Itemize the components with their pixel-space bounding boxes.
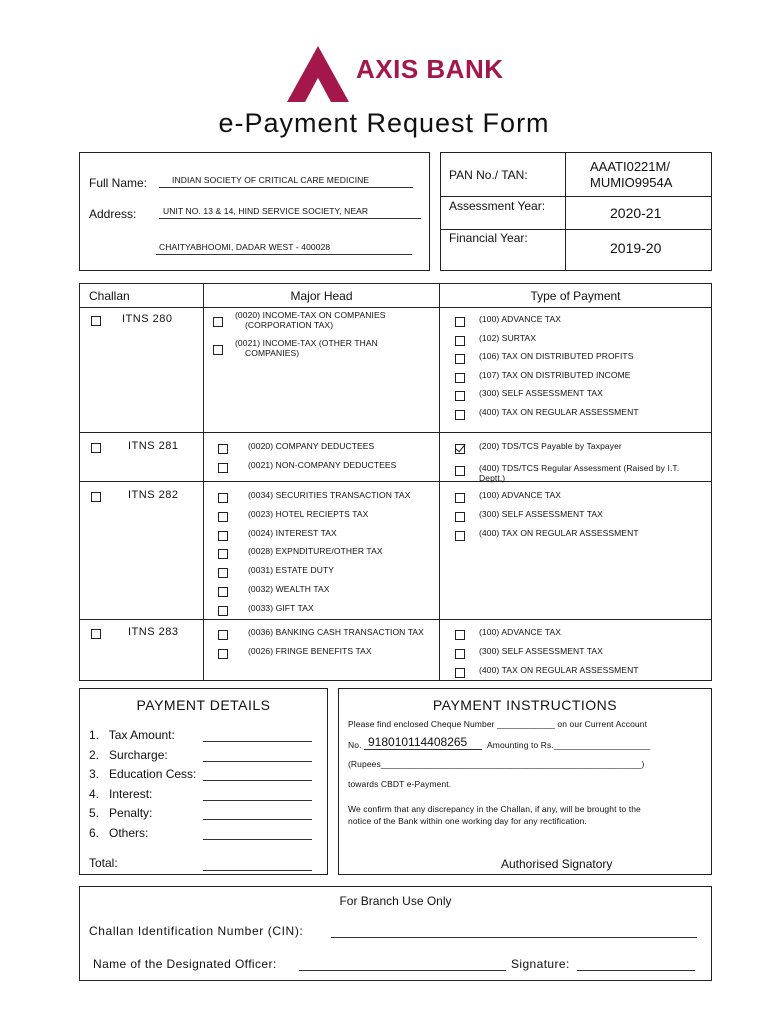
col-divider-1 <box>203 284 204 680</box>
address-label: Address: <box>89 207 137 221</box>
major-head-label: (0036) BANKING CASH TRANSACTION TAX <box>248 627 424 637</box>
payment-type-label: (400) TAX ON REGULAR ASSESSMENT <box>479 665 639 675</box>
major-head-checkbox[interactable] <box>218 568 228 578</box>
payment-detail-field[interactable] <box>203 819 312 820</box>
total-underline[interactable] <box>203 870 312 871</box>
payment-type-label: (100) ADVANCE TAX <box>479 627 562 637</box>
authorised-signatory: Authorised Signatory <box>501 857 613 871</box>
payment-instructions-title: PAYMENT INSTRUCTIONS <box>432 697 618 713</box>
towards-line: towards CBDT e-Payment. <box>348 779 452 789</box>
major-head-label: (0032) WEALTH TAX <box>248 584 330 594</box>
confirm-line-2: notice of the Bank within one working day for any rectification. <box>348 816 587 826</box>
payment-detail-label: 2. Surcharge: <box>89 747 168 762</box>
payment-type-checkbox[interactable] <box>455 444 465 454</box>
financial-year-value: 2019-20 <box>610 240 662 256</box>
major-head-checkbox[interactable] <box>218 630 228 640</box>
major-head-checkbox[interactable] <box>213 317 223 327</box>
payment-type-label: (300) SELF ASSESSMENT TAX <box>479 509 603 519</box>
major-head-checkbox[interactable] <box>218 649 228 659</box>
major-head-label: (0023) HOTEL RECIEPTS TAX <box>248 508 369 519</box>
major-head-checkbox[interactable] <box>213 345 223 355</box>
major-head-label: (0026) FRINGE BENEFITS TAX <box>248 646 372 656</box>
rupees-line: (Rupees______________________________________________________) <box>348 759 645 769</box>
payment-type-label: (100) ADVANCE TAX <box>479 314 562 324</box>
payment-type-label: (200) TDS/TCS Payable by Taxpayer <box>479 441 622 451</box>
payment-detail-field[interactable] <box>203 780 312 781</box>
cheque-line: Please find enclosed Cheque Number ____________ on our Current Account <box>348 719 648 729</box>
payment-type-checkbox[interactable] <box>455 336 465 346</box>
payment-type-checkbox[interactable] <box>455 649 465 659</box>
payment-type-checkbox[interactable] <box>455 466 465 476</box>
header-major-head: Major Head <box>290 289 353 303</box>
major-head-label: (0033) GIFT TAX <box>248 602 314 613</box>
itns-281-checkbox[interactable] <box>91 443 101 453</box>
pan-row-divider-2 <box>441 229 711 230</box>
major-head-checkbox[interactable] <box>218 463 228 473</box>
pan-box <box>440 152 712 271</box>
itns-281-label: ITNS 281 <box>128 440 179 452</box>
payment-detail-label: 4. Interest: <box>89 786 153 801</box>
major-head-label: (0024) INTEREST TAX <box>248 527 337 538</box>
major-head-label: (0034) SECURITIES TRANSACTION TAX <box>248 490 411 500</box>
itns-280-label: ITNS 280 <box>122 313 173 325</box>
payment-type-label: (300) SELF ASSESSMENT TAX <box>479 388 603 399</box>
payment-type-checkbox[interactable] <box>455 373 465 383</box>
itns-280-checkbox[interactable] <box>91 316 101 326</box>
account-no-label: No. <box>348 740 362 750</box>
col-divider-2 <box>439 284 440 680</box>
payment-detail-field[interactable] <box>203 741 312 742</box>
cin-label: Challan Identification Number (CIN): <box>89 924 304 938</box>
itns-283-checkbox[interactable] <box>91 629 101 639</box>
itns-282-checkbox[interactable] <box>91 492 101 502</box>
row-divider-header <box>80 307 711 308</box>
payment-type-label: (102) SURTAX <box>479 332 537 343</box>
payment-type-checkbox[interactable] <box>455 668 465 678</box>
officer-label: Name of the Designated Officer: <box>93 957 277 971</box>
major-head-checkbox[interactable] <box>218 587 228 597</box>
form-title: e-Payment Request Form <box>218 108 550 138</box>
account-number: 918010114408265 <box>368 735 468 749</box>
assessment-year-value: 2020-21 <box>610 205 662 221</box>
itns-282-label: ITNS 282 <box>128 489 179 501</box>
payment-type-checkbox[interactable] <box>455 512 465 522</box>
payment-type-checkbox[interactable] <box>455 493 465 503</box>
signature-label: Signature: <box>511 957 570 971</box>
full-name-value: INDIAN SOCIETY OF CRITICAL CARE MEDICINE <box>172 175 370 185</box>
payment-detail-label: 5. Penalty: <box>89 806 153 820</box>
officer-underline[interactable] <box>299 970 506 971</box>
major-head-checkbox[interactable] <box>218 493 228 503</box>
financial-year-label: Financial Year: <box>449 231 528 245</box>
payment-details-box <box>79 688 328 875</box>
payment-type-label: (300) SELF ASSESSMENT TAX <box>479 646 603 656</box>
payment-detail-label: 3. Education Cess: <box>89 767 197 781</box>
itns-283-label: ITNS 283 <box>128 626 179 638</box>
payment-type-label: (400) TAX ON REGULAR ASSESSMENT <box>479 407 639 417</box>
pan-value-line2: MUMIO9954A <box>590 175 673 190</box>
major-head-checkbox[interactable] <box>218 512 228 522</box>
pan-row-divider-1 <box>441 196 711 197</box>
major-head-label: (0020) COMPANY DEDUCTEES <box>248 441 375 451</box>
taxpayer-box <box>79 152 430 271</box>
payment-type-checkbox[interactable] <box>455 391 465 401</box>
payment-detail-field[interactable] <box>203 761 312 762</box>
amounting-line: Amounting to Rs.____________________ <box>487 740 651 750</box>
header-type-of-payment: Type of Payment <box>530 289 621 303</box>
payment-type-checkbox[interactable] <box>455 410 465 420</box>
payment-type-checkbox[interactable] <box>455 630 465 640</box>
assessment-year-label: Assessment Year: <box>449 199 546 213</box>
branch-use-box <box>79 886 712 981</box>
major-head-label: (0028) EXPNDITURE/OTHER TAX <box>248 546 383 557</box>
major-head-label: (0031) ESTATE DUTY <box>248 565 335 576</box>
payment-details-title: PAYMENT DETAILS <box>136 697 271 713</box>
payment-type-label: (400) TDS/TCS Regular Assessment (Raised by I.T. <box>479 463 680 473</box>
row-divider-282 <box>80 619 711 620</box>
payment-type-label: (100) ADVANCE TAX <box>479 490 562 500</box>
address-line-2-underline <box>156 254 412 255</box>
payment-type-label: Deptt.) <box>479 473 506 483</box>
payment-type-label: (106) TAX ON DISTRIBUTED PROFITS <box>479 351 634 362</box>
row-divider-281 <box>80 481 711 482</box>
row-divider-280 <box>80 432 711 433</box>
address-line-1-underline <box>159 218 421 219</box>
pan-label: PAN No./ TAN: <box>449 168 528 182</box>
major-head-label: (0021) INCOME-TAX (OTHER THAN <box>235 338 378 348</box>
bank-name: AXIS BANK <box>356 54 504 84</box>
header-challan: Challan <box>89 289 130 303</box>
axis-bank-logo <box>285 44 520 106</box>
payment-type-checkbox[interactable] <box>455 354 465 364</box>
pan-value-line1: AAATI0221M/ <box>590 159 670 174</box>
account-number-underline <box>364 749 482 750</box>
major-head-label: (CORPORATION TAX) <box>245 320 334 330</box>
confirm-line-1: We confirm that any discrepancy in the Challan, if any, will be brought to the <box>348 804 641 814</box>
payment-instructions-box <box>338 688 712 875</box>
major-head-checkbox[interactable] <box>218 531 228 541</box>
payment-detail-label: 1. Tax Amount: <box>89 728 175 742</box>
full-name-underline <box>159 187 413 188</box>
payment-type-checkbox[interactable] <box>455 531 465 541</box>
address-line-1: UNIT NO. 13 & 14, HIND SERVICE SOCIETY, NEAR <box>163 206 369 216</box>
axis-logo-icon <box>285 44 351 104</box>
address-line-2: CHAITYABHOOMI, DADAR WEST - 400028 <box>159 242 331 252</box>
cin-underline[interactable] <box>331 937 697 938</box>
major-head-checkbox[interactable] <box>218 606 228 616</box>
major-head-checkbox[interactable] <box>218 549 228 559</box>
total-label: Total: <box>89 856 118 870</box>
pan-divider <box>565 153 566 270</box>
challan-table <box>79 283 712 681</box>
major-head-label: (0020) INCOME-TAX ON COMPANIES <box>235 310 386 320</box>
payment-detail-field[interactable] <box>203 839 312 840</box>
payment-detail-label: 6. Others: <box>89 825 149 840</box>
signature-underline[interactable] <box>577 970 695 971</box>
major-head-label: COMPANIES) <box>245 348 300 358</box>
branch-use-title: For Branch Use Only <box>339 894 452 908</box>
payment-type-checkbox[interactable] <box>455 317 465 327</box>
payment-detail-field[interactable] <box>203 800 312 801</box>
major-head-checkbox[interactable] <box>218 444 228 454</box>
payment-type-label: (107) TAX ON DISTRIBUTED INCOME <box>479 369 631 380</box>
major-head-label: (0021) NON-COMPANY DEDUCTEES <box>248 460 397 470</box>
full-name-label: Full Name: <box>89 176 148 190</box>
payment-type-label: (400) TAX ON REGULAR ASSESSMENT <box>479 528 639 538</box>
